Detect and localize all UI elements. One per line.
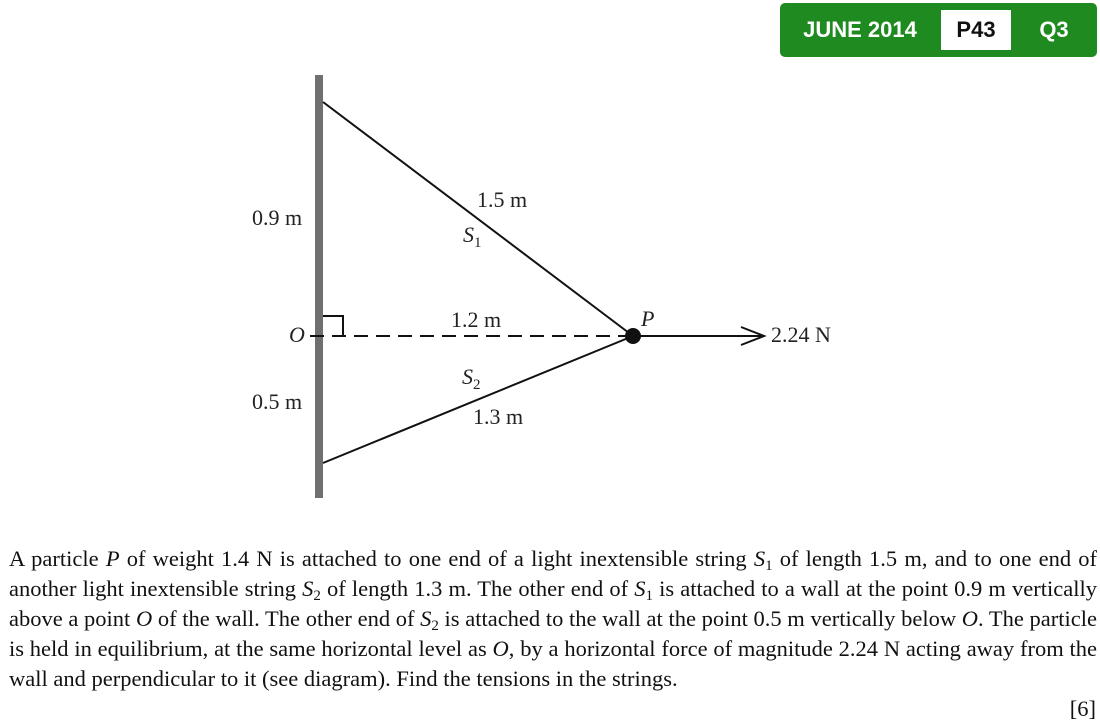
question-number: Q3 (1039, 17, 1069, 42)
horizontal-distance-label: 1.2 m (451, 307, 502, 332)
s1-name-label: $S_1$ (463, 222, 482, 251)
string-s2 (323, 336, 633, 463)
marks-allocation: [6] (1069, 696, 1096, 721)
force-magnitude-label: 2.24 N (771, 322, 831, 347)
particle-p (625, 328, 641, 344)
question-text: A particle P of weight 1.4 N is attached to one end of a light inextensible string $S_1$ of length 1.5 m, and to one end of another light inextensible string $S_2$ of length 1.3 m. The other end of $S_1$ is attached to a wall at the point 0.9 m vertically above a point O of the wall. The other end of $S_2$ is attached to the wall at the point 0.5 m vertically below O. The particle is held in equilibrium, at the same horizontal level as O, by a horizontal force of magnitude 2.24 N acting away from the wall and perpendicular to it (see diagram). Find the tensions in the strings. (9, 546, 1098, 691)
exam-date: JUNE 2014 (803, 17, 917, 42)
string-s1 (323, 102, 633, 336)
s2-length-label: 1.3 m (473, 404, 524, 429)
lower-height-label: 0.5 m (252, 389, 303, 414)
wall (315, 75, 323, 498)
upper-height-label: 0.9 m (252, 205, 303, 230)
point-o-label: O (289, 322, 305, 347)
s2-name-label: $S_2$ (462, 364, 481, 393)
paper-code: P43 (956, 17, 996, 42)
s1-length-label: 1.5 m (477, 187, 528, 212)
right-angle-marker (323, 316, 343, 336)
particle-label: P (641, 306, 655, 331)
